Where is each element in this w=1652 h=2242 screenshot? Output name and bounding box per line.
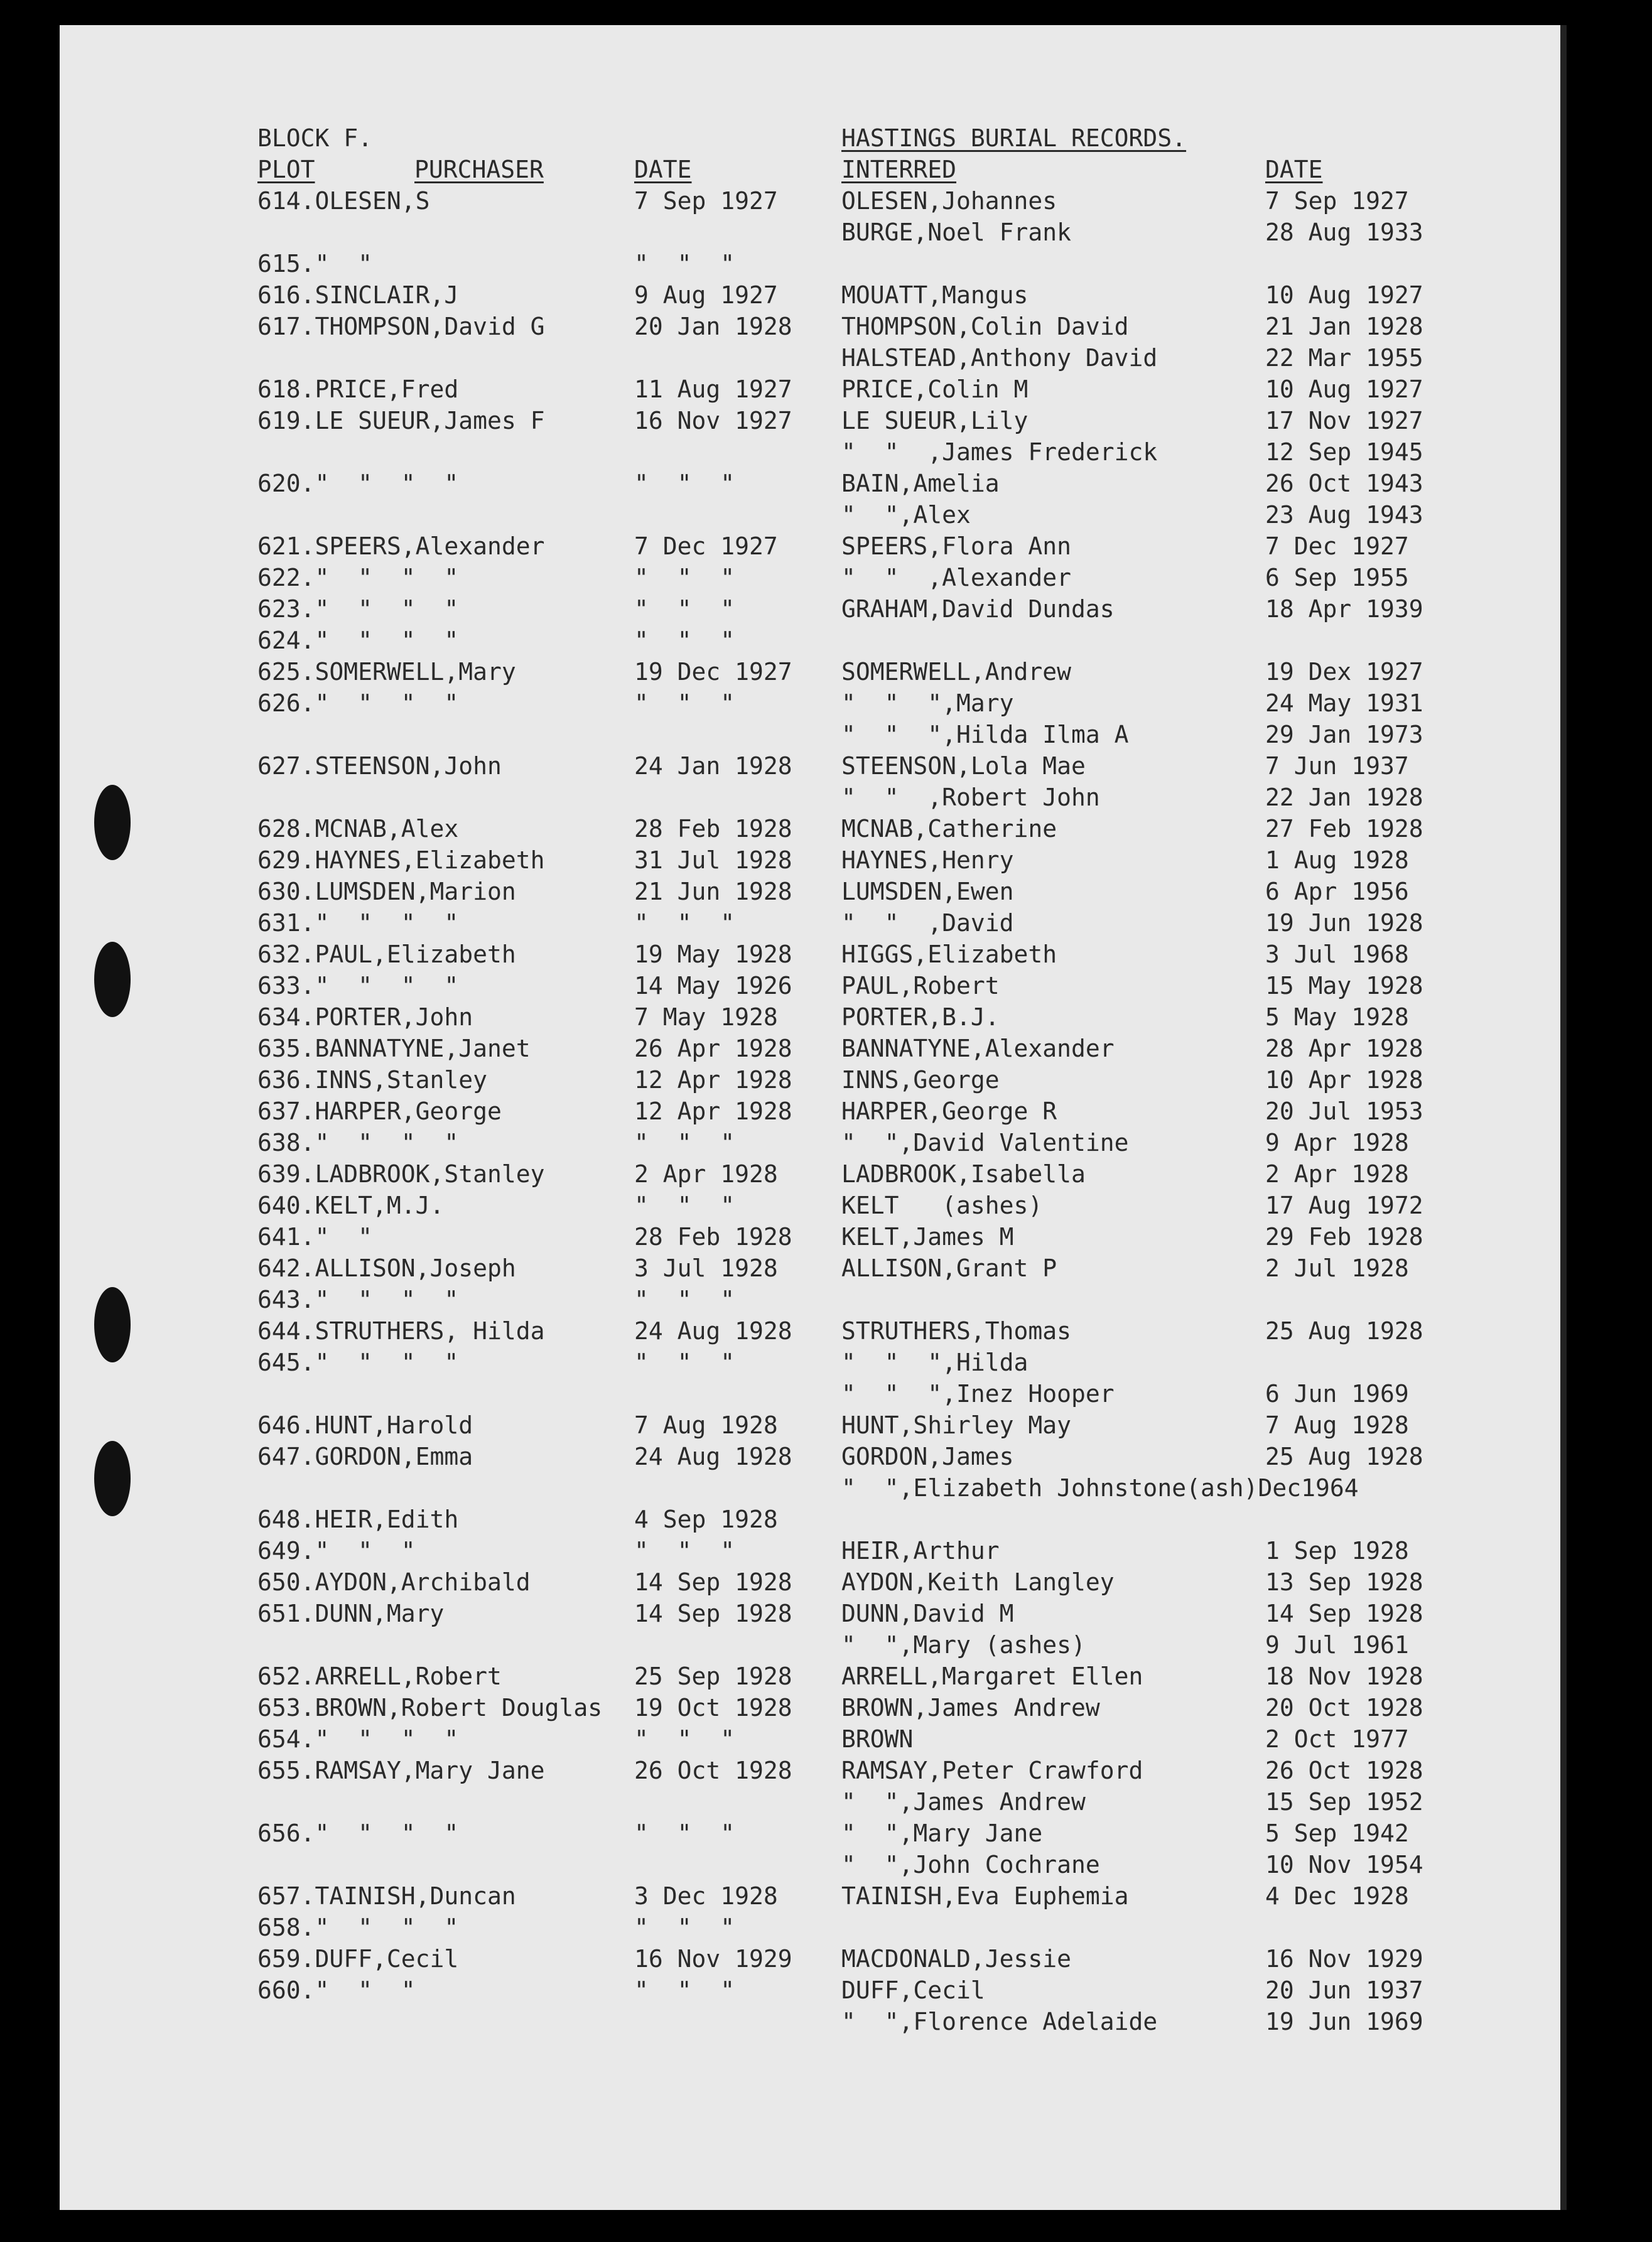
header-interred: INTERRED [841,156,957,183]
interment-date: 10 Nov 1954 [1265,1851,1423,1878]
interment-date: 12 Sep 1945 [1265,438,1423,466]
record-row [257,1912,1450,1943]
interred-name: OLESEN,Johannes [841,187,1057,215]
interment-date: 6 Apr 1956 [1265,878,1409,905]
record-row [257,2006,1450,2037]
plot-purchaser: 620." " " " [257,470,459,497]
plot-purchaser: 646.HUNT,Harold [257,1411,473,1439]
interment-date: 19 Jun 1969 [1265,2008,1423,2035]
purchase-date: " " " [634,595,735,623]
interment-date: 16 Nov 1929 [1265,1945,1423,1973]
interred-name: PRICE,Colin M [841,375,1028,403]
record-row [257,1472,1450,1504]
plot-purchaser: 659.DUFF,Cecil [257,1945,459,1973]
purchase-date: " " " [634,564,735,591]
interred-name: " ",Mary Jane [841,1819,1043,1847]
interred-name: PORTER,B.J. [841,1003,1000,1031]
plot-purchaser: 634.PORTER,John [257,1003,473,1031]
interment-date: 2 Apr 1928 [1265,1160,1409,1188]
interred-name: SOMERWELL,Andrew [841,658,1072,686]
purchase-date: 19 Dec 1927 [634,658,792,686]
purchase-date: 11 Aug 1927 [634,375,792,403]
interred-name: " ",David Valentine [841,1129,1129,1156]
purchase-date: " " " [634,1914,735,1941]
interment-date: 29 Jan 1973 [1265,721,1423,748]
punch-hole [94,785,131,860]
interment-date: 24 May 1931 [1265,689,1423,717]
header-purchaser: PURCHASER [414,156,544,183]
plot-purchaser: 624." " " " [257,627,459,654]
plot-purchaser: 621.SPEERS,Alexander [257,532,545,560]
interment-date: 2 Jul 1928 [1265,1254,1409,1282]
interred-name: " ",John Cochrane [841,1851,1100,1878]
interred-name: HAYNES,Henry [841,846,1014,874]
record-row [257,1975,1450,2006]
interment-date: 29 Feb 1928 [1265,1223,1423,1251]
record-row [257,1096,1450,1127]
punch-hole [94,1287,131,1362]
record-row [257,1818,1450,1849]
record-row [257,1692,1450,1723]
plot-purchaser: 647.GORDON,Emma [257,1443,473,1470]
interment-date: 23 Aug 1943 [1265,501,1423,529]
interment-date: 28 Aug 1933 [1265,218,1423,246]
interred-name: SPEERS,Flora Ann [841,532,1072,560]
burial-records [257,122,1450,2037]
interment-date: 7 Jun 1937 [1265,752,1409,780]
interment-date: 14 Sep 1928 [1265,1600,1423,1627]
purchase-date: 7 Sep 1927 [634,187,778,215]
purchase-date: 7 Dec 1927 [634,532,778,560]
purchase-date: 26 Oct 1928 [634,1757,792,1784]
record-row [257,468,1450,499]
interment-date: 4 Dec 1928 [1265,1882,1409,1910]
record-row [257,970,1450,1001]
page-edge [1560,25,1567,2210]
record-row [257,1127,1450,1158]
plot-purchaser: 645." " " " [257,1349,459,1376]
plot-purchaser: 635.BANNATYNE,Janet [257,1035,531,1062]
interred-name: " ",Alex [841,501,971,529]
record-row [257,719,1450,750]
header-date-interred: DATE [1265,156,1323,183]
plot-purchaser: 633." " " " [257,972,459,1000]
interment-date: 9 Apr 1928 [1265,1129,1409,1156]
purchase-date: " " " [634,689,735,717]
record-row [257,1849,1450,1880]
interred-name: KELT,James M [841,1223,1014,1251]
interred-name: BAIN,Amelia [841,470,1000,497]
interment-date: 10 Aug 1927 [1265,375,1423,403]
purchase-date: " " " [634,1725,735,1753]
interment-date: 17 Nov 1927 [1265,407,1423,434]
plot-purchaser: 626." " " " [257,689,459,717]
plot-purchaser: 614.OLESEN,S [257,187,430,215]
interred-name: HALSTEAD,Anthony David [841,344,1158,372]
purchase-date: " " " [634,1537,735,1565]
interment-date: 26 Oct 1928 [1265,1757,1423,1784]
record-row [257,750,1450,782]
purchase-date: 24 Aug 1928 [634,1317,792,1345]
record-row [257,593,1450,625]
purchase-date: 3 Dec 1928 [634,1882,778,1910]
plot-purchaser: 625.SOMERWELL,Mary [257,658,516,686]
interred-name: BURGE,Noel Frank [841,218,1072,246]
interred-name: GRAHAM,David Dundas [841,595,1115,623]
record-row [257,217,1450,248]
interment-date: 21 Jan 1928 [1265,313,1423,340]
record-row [257,1190,1450,1221]
purchase-date: 14 Sep 1928 [634,1600,792,1627]
record-row [257,656,1450,687]
plot-purchaser: 649." " " [257,1537,416,1565]
record-row [257,185,1450,217]
record-row [257,1001,1450,1033]
purchase-date: 19 Oct 1928 [634,1694,792,1722]
interment-date: 27 Feb 1928 [1265,815,1423,843]
record-row [257,1221,1450,1253]
record-row [257,844,1450,876]
record-row [257,342,1450,374]
plot-purchaser: 639.LADBROOK,Stanley [257,1160,545,1188]
purchase-date: 16 Nov 1927 [634,407,792,434]
interred-name: " " ",Hilda [841,1349,1028,1376]
interred-name: MCNAB,Catherine [841,815,1057,843]
purchase-date: 7 Aug 1928 [634,1411,778,1439]
record-row [257,1441,1450,1472]
interred-name: GORDON,James [841,1443,1014,1470]
interred-name: LUMSDEN,Ewen [841,878,1014,905]
purchase-date: 21 Jun 1928 [634,878,792,905]
record-row [257,1033,1450,1064]
plot-purchaser: 654." " " " [257,1725,459,1753]
interment-date: 22 Mar 1955 [1265,344,1423,372]
interment-date: 9 Jul 1961 [1265,1631,1409,1659]
interment-date: 6 Sep 1955 [1265,564,1409,591]
record-row [257,939,1450,970]
interment-date: 20 Oct 1928 [1265,1694,1423,1722]
interment-date: 5 May 1928 [1265,1003,1409,1031]
record-row [257,1661,1450,1692]
purchase-date: 2 Apr 1928 [634,1160,778,1188]
interment-date: 1 Aug 1928 [1265,846,1409,874]
plot-purchaser: 637.HARPER,George [257,1097,502,1125]
plot-purchaser: 636.INNS,Stanley [257,1066,488,1094]
record-row [257,1409,1450,1441]
interred-name: " " ",Hilda Ilma A [841,721,1129,748]
purchase-date: 14 May 1926 [634,972,792,1000]
interment-date: 7 Aug 1928 [1265,1411,1409,1439]
interred-name: BANNATYNE,Alexander [841,1035,1115,1062]
title-row [257,122,1450,154]
plot-purchaser: 641." " [257,1223,373,1251]
record-row [257,1786,1450,1818]
interred-name: DUNN,David M [841,1600,1014,1627]
punch-hole [94,942,131,1017]
record-row [257,1253,1450,1284]
interred-name: INNS,George [841,1066,1000,1094]
plot-purchaser: 617.THOMPSON,David G [257,313,545,340]
purchase-date: 12 Apr 1928 [634,1097,792,1125]
interred-name: " ",Mary (ashes) [841,1631,1086,1659]
interment-date: 26 Oct 1943 [1265,470,1423,497]
purchase-date: 4 Sep 1928 [634,1506,778,1533]
plot-purchaser: 630.LUMSDEN,Marion [257,878,516,905]
plot-purchaser: 616.SINCLAIR,J [257,281,459,309]
plot-purchaser: 660." " " [257,1976,416,2004]
interment-date: 22 Jan 1928 [1265,784,1423,811]
purchase-date: " " " [634,470,735,497]
record-row [257,687,1450,719]
interment-date: 10 Apr 1928 [1265,1066,1423,1094]
record-row [257,531,1450,562]
interment-date: 20 Jul 1953 [1265,1097,1423,1125]
record-row [257,876,1450,907]
interred-name: PAUL,Robert [841,972,1000,1000]
plot-purchaser: 644.STRUTHERS, Hilda [257,1317,545,1345]
record-row [257,1347,1450,1378]
interred-name: DUFF,Cecil [841,1976,985,2004]
interment-date: 1 Sep 1928 [1265,1537,1409,1565]
interred-name: THOMPSON,Colin David [841,313,1129,340]
record-row [257,1598,1450,1629]
interred-name: ARRELL,Margaret Ellen [841,1663,1143,1690]
purchase-date: " " " [634,1192,735,1219]
interment-date: 3 Jul 1968 [1265,940,1409,968]
interment-date: 6 Jun 1969 [1265,1380,1409,1408]
interred-name: BROWN [841,1725,914,1753]
interment-date: 2 Oct 1977 [1265,1725,1409,1753]
interred-name: HIGGS,Elizabeth [841,940,1057,968]
record-row [257,1315,1450,1347]
purchase-date: 25 Sep 1928 [634,1663,792,1690]
interred-name: " " ",Mary [841,689,1014,717]
record-row [257,1755,1450,1786]
plot-purchaser: 643." " " " [257,1286,459,1313]
record-row [257,1943,1450,1975]
purchase-date: " " " [634,909,735,937]
interred-name: STEENSON,Lola Mae [841,752,1086,780]
record-row [257,279,1450,311]
interment-date: 10 Aug 1927 [1265,281,1423,309]
plot-purchaser: 638." " " " [257,1129,459,1156]
interred-name: BROWN,James Andrew [841,1694,1100,1722]
purchase-date: 24 Jan 1928 [634,752,792,780]
interred-name: LADBROOK,Isabella [841,1160,1086,1188]
purchase-date: " " " [634,1976,735,2004]
purchase-date: 28 Feb 1928 [634,815,792,843]
interred-name: HUNT,Shirley May [841,1411,1072,1439]
interred-name: " " ,James Frederick [841,438,1158,466]
record-row [257,311,1450,342]
record-row [257,1880,1450,1912]
record-row [257,625,1450,656]
record-row [257,436,1450,468]
record-row [257,1378,1450,1409]
interred-name: " " ,Robert John [841,784,1100,811]
purchase-date: 14 Sep 1928 [634,1568,792,1596]
plot-purchaser: 655.RAMSAY,Mary Jane [257,1757,545,1784]
plot-purchaser: 653.BROWN,Robert Douglas [257,1694,603,1722]
plot-purchaser: 651.DUNN,Mary [257,1600,445,1627]
interred-name: AYDON,Keith Langley [841,1568,1115,1596]
interment-date: 15 Sep 1952 [1265,1788,1423,1816]
record-row [257,1504,1450,1535]
block-label: BLOCK F. [257,124,373,152]
interment-date: 18 Apr 1939 [1265,595,1423,623]
interred-name: LE SUEUR,Lily [841,407,1028,434]
plot-purchaser: 657.TAINISH,Duncan [257,1882,516,1910]
purchase-date: 28 Feb 1928 [634,1223,792,1251]
purchase-date: 3 Jul 1928 [634,1254,778,1282]
interred-name: MACDONALD,Jessie [841,1945,1072,1973]
record-row [257,405,1450,436]
purchase-date: 26 Apr 1928 [634,1035,792,1062]
interred-name: MOUATT,Mangus [841,281,1028,309]
interred-name: STRUTHERS,Thomas [841,1317,1072,1345]
interred-name: ALLISON,Grant P [841,1254,1057,1282]
plot-purchaser: 629.HAYNES,Elizabeth [257,846,545,874]
purchase-date: 19 May 1928 [634,940,792,968]
plot-purchaser: 642.ALLISON,Joseph [257,1254,516,1282]
plot-purchaser: 622." " " " [257,564,459,591]
plot-purchaser: 640.KELT,M.J. [257,1192,445,1219]
interred-name: " ",Elizabeth Johnstone(ash)Dec1964 [841,1474,1359,1502]
record-row [257,782,1450,813]
record-row [257,374,1450,405]
record-row [257,813,1450,844]
interment-date: 5 Sep 1942 [1265,1819,1409,1847]
interred-name: " ",Florence Adelaide [841,2008,1158,2035]
plot-purchaser: 650.AYDON,Archibald [257,1568,531,1596]
purchase-date: 31 Jul 1928 [634,846,792,874]
plot-purchaser: 656." " " " [257,1819,459,1847]
interred-name: RAMSAY,Peter Crawford [841,1757,1143,1784]
record-row [257,1566,1450,1598]
record-row [257,907,1450,939]
plot-purchaser: 648.HEIR,Edith [257,1506,459,1533]
interment-date: 25 Aug 1928 [1265,1443,1423,1470]
page-title: HASTINGS BURIAL RECORDS. [841,124,1187,152]
interred-name: " " ,Alexander [841,564,1072,591]
record-row [257,562,1450,593]
record-row [257,1158,1450,1190]
record-row [257,1629,1450,1661]
interment-date: 19 Dex 1927 [1265,658,1423,686]
purchase-date: 9 Aug 1927 [634,281,778,309]
interment-date: 18 Nov 1928 [1265,1663,1423,1690]
interment-date: 13 Sep 1928 [1265,1568,1423,1596]
record-rows [257,185,1450,2037]
plot-purchaser: 631." " " " [257,909,459,937]
header-plot: PLOT [257,156,315,183]
plot-purchaser: 652.ARRELL,Robert [257,1663,502,1690]
purchase-date: 20 Jan 1928 [634,313,792,340]
purchase-date: " " " [634,1129,735,1156]
purchase-date: 16 Nov 1929 [634,1945,792,1973]
interment-date: 28 Apr 1928 [1265,1035,1423,1062]
interred-name: HARPER,George R [841,1097,1057,1125]
punch-hole [94,1441,131,1516]
interment-date: 20 Jun 1937 [1265,1976,1423,2004]
plot-purchaser: 615." " [257,250,373,278]
plot-purchaser: 658." " " " [257,1914,459,1941]
interred-name: HEIR,Arthur [841,1537,1000,1565]
plot-purchaser: 632.PAUL,Elizabeth [257,940,516,968]
purchase-date: " " " [634,250,735,278]
plot-purchaser: 618.PRICE,Fred [257,375,459,403]
interment-date: 7 Dec 1927 [1265,532,1409,560]
purchase-date: " " " [634,627,735,654]
interred-name: TAINISH,Eva Euphemia [841,1882,1129,1910]
record-row [257,1535,1450,1566]
plot-purchaser: 619.LE SUEUR,James F [257,407,545,434]
interment-date: 19 Jun 1928 [1265,909,1423,937]
plot-purchaser: 623." " " " [257,595,459,623]
plot-purchaser: 628.MCNAB,Alex [257,815,459,843]
interred-name: " ",James Andrew [841,1788,1086,1816]
header-date: DATE [634,156,692,183]
purchase-date: 12 Apr 1928 [634,1066,792,1094]
purchase-date: " " " [634,1819,735,1847]
purchase-date: 7 May 1928 [634,1003,778,1031]
interment-date: 15 May 1928 [1265,972,1423,1000]
interred-name: KELT (ashes) [841,1192,1043,1219]
purchase-date: " " " [634,1349,735,1376]
interment-date: 7 Sep 1927 [1265,187,1409,215]
purchase-date: 24 Aug 1928 [634,1443,792,1470]
interred-name: " " ,David [841,909,1014,937]
record-row [257,1284,1450,1315]
purchase-date: " " " [634,1286,735,1313]
interment-date: 25 Aug 1928 [1265,1317,1423,1345]
interment-date: 17 Aug 1972 [1265,1192,1423,1219]
column-headers [257,154,1450,185]
record-row [257,1723,1450,1755]
record-row [257,499,1450,531]
record-row [257,248,1450,279]
record-row [257,1064,1450,1096]
interred-name: " " ",Inez Hooper [841,1380,1115,1408]
plot-purchaser: 627.STEENSON,John [257,752,502,780]
